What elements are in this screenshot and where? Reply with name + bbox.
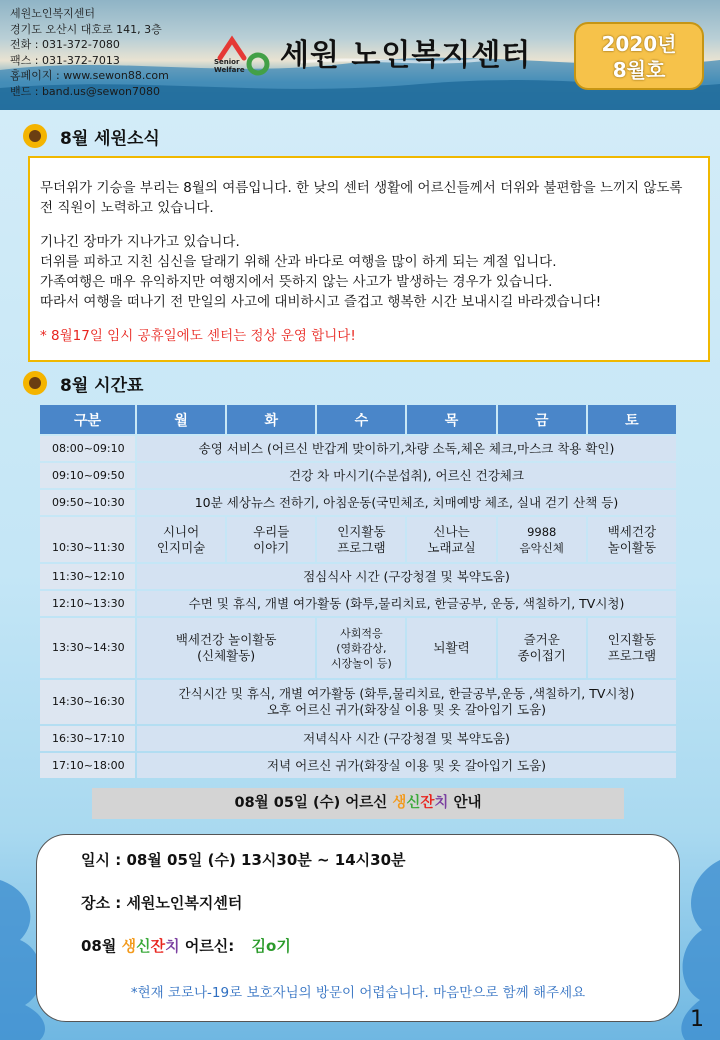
news-title: 8월 세원소식 [60,128,160,149]
table-row [40,436,676,461]
newsletter-header [0,0,720,110]
activity-cell: 9988 음악신체 [498,517,586,562]
event-date-line [81,849,406,870]
fax: 팩스 : 031-372-7013 [10,53,120,67]
schedule-title: 8월 시간표 [60,375,144,396]
event-honoree-line [81,935,291,956]
table-row [40,680,676,724]
logo-title: 세원 노인복지센터 [280,38,532,73]
honoree-name: 김o기 [251,937,291,955]
event-place-line [81,892,242,913]
activity-cell: 신나는 노래교실 [407,517,495,562]
time-cell: 10:30~11:30 [40,517,135,562]
activity-cell: 사회적응 (영화감상, 시장놀이 등) [317,618,405,678]
table-row [40,564,676,589]
activity-cell: 백세건강 놀이활동 [588,517,676,562]
heading-char: 생 [392,795,407,811]
band: 밴드 : band.us@sewon7080 [10,84,161,98]
heading-text: 안내 [448,795,482,811]
honoree-char: 생 [121,937,137,955]
sewon-logo-icon [214,32,274,82]
honoree-prefix: 08월 [81,937,122,955]
birthday-announcement-heading [92,788,624,819]
honoree-char: 잔 [150,937,166,955]
activity-cell: 저녁 어르신 귀가(화장실 이용 및 옷 갈아입기 도움) [137,753,676,778]
table-row [40,618,676,678]
news-paragraph-2: 기나긴 장마가 지나가고 있습니다. [40,234,240,250]
time-cell: 09:10~09:50 [40,463,135,488]
time-cell: 17:10~18:00 [40,753,135,778]
table-row [40,753,676,778]
contact-info [10,6,169,99]
table-row [40,517,676,562]
activity-cell: 간식시간 및 휴식, 개별 여가활동 (화투,물리치료, 한글공부,운동 ,색칠하기, TV시청) 오후 어르신 귀가(화장실 이용 및 옷 갈아입기 도움) [137,680,676,724]
news-paragraph-5: 따라서 여행을 떠나기 전 만일의 사고에 대비하시고 즐겁고 행복한 시간 보내시길 바라겠습니다! [40,294,602,310]
honoree-char: 신 [136,937,151,955]
phone: 전화 : 031-372-7080 [10,38,120,51]
activity-cell: 인지활동 프로그램 [317,517,405,562]
activity-cell: 점심식사 시간 (구강청결 및 복약도움) [137,564,676,589]
heading-char: 치 [434,795,449,811]
heading-text: 08월 05일 (수) 어르신 [234,795,393,811]
column-header: 토 [588,405,676,434]
news-paragraph-1: 무더위가 기승을 부리는 8월의 여름입니다. 한 낮의 센터 생활에 어르신들께서 더위와 불편함을 느끼지 않도록 전 직원이 노력하고 있습니다. [40,180,683,216]
column-header: 수 [317,405,405,434]
center-logo [214,26,534,86]
column-header: 화 [227,405,315,434]
news-paragraph-4: 가족여행은 매우 유익하지만 여행지에서 뜻하지 않는 사고가 발생하는 경우가 있습니다. [40,274,553,290]
column-header: 목 [407,405,495,434]
center-name: 세원노인복지센터 [10,7,96,20]
time-cell: 13:30~14:30 [40,618,135,678]
homepage: 홈페이지 : www.sewon88.com [10,69,169,82]
schedule-table [38,403,678,780]
table-row [40,591,676,616]
column-header: 금 [498,405,586,434]
sunflower-icon [22,370,48,396]
column-header: 월 [137,405,225,434]
news-paragraph-3: 더위를 피하고 지친 심신을 달래기 위해 산과 바다로 여행을 많이 하게 되는 계절 입니다. [40,254,557,270]
time-cell: 11:30~12:10 [40,564,135,589]
holiday-notice: * 8월17일 임시 공휴일에도 센터는 정상 운영 합니다! [40,328,356,344]
heading-char: 신 [406,795,421,811]
time-cell: 12:10~13:30 [40,591,135,616]
place-label: 장소 : [81,894,122,912]
table-row [40,490,676,515]
table-header-row [40,405,676,434]
activity-cell: 송영 서비스 (어르신 반갑게 맞이하기,차량 소독,체온 체크,마스크 착용 확인) [137,436,676,461]
honoree-char: 치 [165,937,180,955]
activity-cell: 백세건강 놀이활동 (신체활동) [137,618,315,678]
activity-cell: 시니어 인지미술 [137,517,225,562]
date-label: 일시 : [81,851,122,869]
table-row [40,726,676,751]
covid-visit-note: *현재 코로나-19로 보호자님의 방문이 어렵습니다. 마음만으로 함께 해주세요 [130,985,586,1001]
news-section-title [22,121,160,151]
activity-cell: 10분 세상뉴스 전하기, 아침운동(국민체조, 치매예방 체조, 실내 걷기 산책 등) [137,490,676,515]
birthday-info-box [36,834,680,1022]
date-value: 08월 05일 (수) 13시30분 ~ 14시30분 [126,851,406,869]
activity-cell: 우리들 이야기 [227,517,315,562]
time-cell: 09:50~10:30 [40,490,135,515]
honoree-suffix: 어르신: [179,937,235,955]
logo-subtitle [214,58,245,74]
logo-sub-senior: Senior [214,58,240,66]
time-cell: 08:00~09:10 [40,436,135,461]
logo-sub-welfare: Welfare [214,66,245,74]
issue-badge [574,22,704,90]
news-box [28,156,710,362]
address: 경기도 오산시 대호로 141, 3층 [10,22,162,36]
page-number: 1 [690,1007,704,1032]
issue-month: 8월호 [612,58,666,82]
heading-char: 잔 [420,795,435,811]
activity-cell: 뇌활력 [407,618,495,678]
schedule-section-title [22,368,143,398]
activity-cell: 즐거운 종이접기 [498,618,586,678]
activity-cell: 수면 및 휴식, 개별 여가활동 (화투,물리치료, 한글공부, 운동, 색칠하기, TV시청) [137,591,676,616]
sunflower-icon [22,123,48,149]
issue-year: 2020년 [601,32,677,56]
time-cell: 16:30~17:10 [40,726,135,751]
time-cell: 14:30~16:30 [40,680,135,724]
activity-cell: 저녁식사 시간 (구강청결 및 복약도움) [137,726,676,751]
column-header: 구분 [40,405,135,434]
table-row [40,463,676,488]
place-value: 세원노인복지센터 [126,894,243,912]
activity-cell: 인지활동 프로그램 [588,618,676,678]
activity-cell: 건강 차 마시기(수분섭취), 어르신 건강체크 [137,463,676,488]
